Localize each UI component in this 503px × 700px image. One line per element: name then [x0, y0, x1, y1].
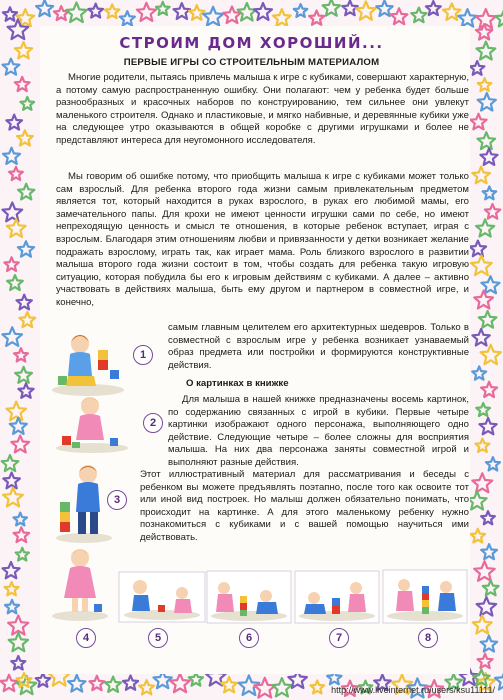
- star-decoration: [458, 9, 476, 27]
- star-decoration: [14, 348, 28, 361]
- star-decoration: [471, 529, 485, 543]
- star-decoration: [66, 3, 87, 23]
- illustration-4-girl-standing: [50, 544, 110, 622]
- star-decoration: [480, 149, 497, 165]
- star-decoration: [273, 9, 291, 26]
- star-decoration: [36, 0, 53, 16]
- star-decoration: [203, 7, 223, 26]
- star-decoration: [3, 7, 17, 20]
- picture-number-badge: 1: [133, 345, 153, 365]
- star-decoration: [483, 186, 497, 199]
- star-decoration: [174, 3, 191, 19]
- star-decoration: [7, 402, 27, 421]
- star-decoration: [7, 219, 26, 237]
- star-decoration: [471, 256, 492, 276]
- star-decoration: [105, 4, 120, 18]
- illustration-6-two-children: [206, 570, 292, 624]
- star-decoration: [16, 548, 29, 561]
- star-decoration: [474, 291, 493, 309]
- star-decoration: [479, 311, 497, 328]
- picture-number-badge: 3: [107, 490, 127, 510]
- star-decoration: [472, 473, 492, 492]
- star-decoration: [2, 203, 22, 222]
- star-decoration: [481, 345, 501, 364]
- star-decoration: [476, 403, 490, 416]
- star-decoration: [473, 616, 492, 634]
- page-title: СТРОИМ ДОМ ХОРОШИЙ...: [119, 34, 384, 52]
- star-decoration: [17, 295, 32, 310]
- source-watermark: http://www.liveinternet.ru/users/ksu11111/: [331, 685, 495, 695]
- star-decoration: [221, 677, 237, 692]
- star-decoration: [478, 654, 493, 668]
- picture-number-badge: 7: [329, 628, 349, 648]
- star-decoration: [5, 582, 19, 595]
- paragraph-mistake: Мы говорим об ошибке потому, что приобщить малыша к игре с кубиками может только сам взрослый. Для ребенка второго года жизни самым привлекательным предметом является тот, который находится в руках взрослого, в руках его любимой мамы, его замечательного папы. Для крохи не имеют ценности игрушки сами по себе, но имеют непреходящую ценность и смысл те отношения, в которые ребенок вступает, играя с взрослым. Благодаря этим отношениям любви и привязанности у детки возникает желание подражать взрослому, играть так, как играет мама. Роль близкого взрослого в развитии малыша второго года жизни состоит в том, чтобы создать для ребенка такую игровую ситуацию, которая побудила бы его к игровым действиям с кубиками. А далее – активно участвовать в действиях малыша, быть ему другом и партнером в совместной игре, и конечно,: [56, 171, 469, 308]
- star-decoration: [411, 8, 426, 23]
- star-decoration: [15, 77, 30, 91]
- picture-number-badge: 5: [148, 628, 168, 648]
- picture-number-badge: 4: [76, 628, 96, 648]
- star-decoration: [426, 1, 441, 15]
- star-decoration: [486, 457, 500, 470]
- star-decoration: [19, 312, 35, 327]
- star-decoration: [356, 1, 375, 19]
- star-decoration: [36, 673, 51, 687]
- paragraph-pictures-continued: Этот иллюстративный материал для рассматривания и беседы с ребенком вы можете предъявлять поэтапно, после того как освоите тот или иной вид построек. Но малыш должен обязательно понимать, что происходит на картинке. А для этого маленькому ребенку нужно познакомиться с кубиками и с вашей помощью научиться ими действовать.: [140, 469, 469, 543]
- star-decoration: [309, 11, 324, 25]
- illustration-8-two-children: [382, 569, 468, 624]
- star-decoration: [6, 115, 22, 130]
- star-decoration: [68, 675, 86, 692]
- star-decoration: [139, 680, 154, 694]
- star-decoration: [478, 132, 496, 149]
- star-decoration: [89, 676, 104, 690]
- picture-number-badge: 8: [418, 628, 438, 648]
- paragraph-mistake-continued: самым главным целителем его архитектурных шедевров. Только в совместной с взрослым игре у ребенка возникает узнаваемый образ предмета или постройки и формируются конструктивные действия.: [168, 322, 469, 371]
- star-decoration: [54, 6, 69, 20]
- star-decoration: [254, 3, 272, 20]
- star-decoration: [18, 184, 34, 200]
- star-decoration: [2, 455, 19, 471]
- star-decoration: [88, 4, 103, 18]
- star-decoration: [481, 382, 497, 397]
- picture-number-badge: 6: [239, 628, 259, 648]
- star-decoration: [481, 636, 498, 652]
- star-decoration: [254, 678, 275, 698]
- star-decoration: [478, 78, 492, 91]
- star-decoration: [238, 3, 257, 21]
- star-decoration: [476, 9, 496, 28]
- page-subtitle: ПЕРВЫЕ ИГРЫ СО СТРОИТЕЛЬНЫМ МАТЕРИАЛОМ: [123, 57, 380, 68]
- star-decoration: [475, 439, 489, 452]
- star-decoration: [189, 5, 204, 20]
- star-decoration: [391, 8, 408, 24]
- star-decoration: [478, 93, 496, 110]
- paragraph-intro: Многие родители, пытаясь привлечь малыша к игре с кубиками, совершают характерную, а потому самую распространенную ошибку. Они полагают: чем у ребенка будет больше разнообразных и красочных наборов по конструированию, тем сильнее они увлекут маленького строителя. Однако и пластиковые, и мягко набивные, и деревянные кубики уже на следующее утро оказываются в общей коробке с другими игрушками и более не представляют интереса для неугомонного исследователя.: [56, 72, 469, 146]
- star-decoration: [105, 677, 121, 692]
- illustration-1-child-building: [48, 320, 128, 398]
- star-decoration: [9, 167, 23, 180]
- star-decoration: [476, 219, 494, 236]
- star-decoration: [9, 633, 28, 651]
- star-decoration: [477, 597, 497, 616]
- star-decoration: [472, 167, 490, 184]
- star-decoration: [470, 114, 486, 130]
- star-decoration: [481, 511, 495, 524]
- star-decoration: [483, 580, 499, 595]
- star-decoration: [123, 676, 138, 690]
- illustration-5-two-children: [118, 571, 206, 623]
- star-decoration: [189, 672, 203, 686]
- star-decoration: [272, 678, 291, 696]
- star-decoration: [156, 2, 170, 15]
- star-decoration: [14, 527, 30, 542]
- star-decoration: [11, 656, 25, 670]
- star-decoration: [323, 0, 340, 16]
- star-decoration: [3, 473, 20, 489]
- star-decoration: [3, 562, 20, 578]
- star-decoration: [472, 366, 486, 379]
- illustration-7-two-children: [294, 570, 380, 624]
- star-decoration: [18, 241, 34, 256]
- illustration-3-boy-tower: [54, 460, 114, 544]
- star-decoration: [495, 10, 503, 27]
- star-decoration: [3, 488, 23, 507]
- star-decoration: [473, 670, 490, 686]
- star-decoration: [495, 671, 503, 690]
- section-title-pictures: О картинках в книжке: [186, 378, 289, 389]
- star-decoration: [11, 436, 29, 453]
- paragraph-pictures: Для малыша в нашей книжке предназначены восемь картинок, по содержанию связанных с игрой в кубики. Первые четыре картинки изображают одного персонажа, выполняющего одно действие. Следующие четыре – более сложны для восприятия малыша. На них два персонажа заняты совместной игрой и выполняют разные действия.: [168, 394, 469, 468]
- star-decoration: [472, 329, 489, 346]
- star-decoration: [7, 275, 23, 290]
- picture-number-badge: 2: [143, 413, 163, 433]
- illustration-2-girl-blocks: [52, 392, 130, 454]
- star-decoration: [294, 4, 308, 17]
- star-decoration: [443, 3, 461, 20]
- star-decoration: [474, 561, 495, 581]
- star-decoration: [8, 616, 28, 635]
- star-decoration: [0, 675, 17, 691]
- star-decoration: [5, 600, 19, 613]
- star-decoration: [481, 544, 497, 559]
- star-decoration: [18, 383, 33, 397]
- star-decoration: [120, 11, 135, 25]
- star-decoration: [311, 681, 325, 694]
- star-decoration: [479, 418, 496, 434]
- star-decoration: [170, 674, 190, 693]
- star-decoration: [485, 204, 501, 219]
- star-decoration: [14, 513, 28, 526]
- star-decoration: [15, 367, 32, 383]
- star-decoration: [17, 130, 33, 145]
- star-decoration: [470, 241, 487, 257]
- star-decoration: [137, 3, 156, 21]
- star-decoration: [4, 257, 18, 271]
- star-decoration: [3, 148, 20, 164]
- star-decoration: [21, 97, 35, 110]
- star-decoration: [2, 327, 22, 346]
- star-decoration: [468, 491, 487, 509]
